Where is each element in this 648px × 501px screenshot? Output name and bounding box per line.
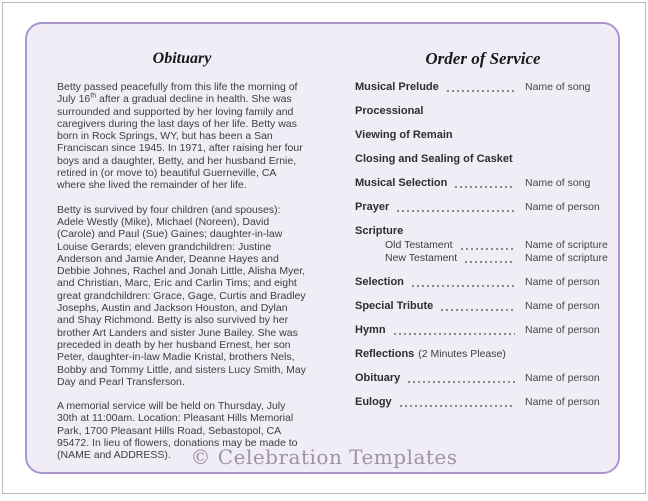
order-item-eulogy [355,396,611,409]
order-item-value: Name of person [525,372,600,384]
order-item-scripture [355,225,611,238]
order-item-value: Name of person [525,276,600,288]
obituary-column [57,50,307,474]
dotted-leader [408,381,515,383]
order-subitem-new-testament [355,252,611,265]
order-item-label: Processional [355,105,424,117]
order-item-label: Closing and Sealing of Casket [355,153,513,165]
obituary-paragraph-2: Betty is survived by four children (and spouses): Adele Westly (Mike), Michael (Noreen), David (Carole) and Paul (Sue) Gaines; daughter-in-law Louise Gerards; eleven grandchildren: Justine Anderson and Jamie Ander, Deanne Hayes and Debbie Johnes, Rachel and Jonah Little, Alisha Myer, and Christian, Marc, Eric and Carlin Tims; and eight great grandchildren: Grace, Gage, Curtis and Bradley Josephs, Austin and Jackson Houston, and Dylan and Shay Richmond. Betty is also survived by her brother Art Landers and sister June Bailey. She was preceded in death by her husband Ernest, her son Peter, daughter-in-law Madie Kristal, brothers Nels, Bobby and Tommy Little, and sisters Lucy Smith, May Day and Pearl Transferson. [57,203,306,388]
order-item-obituary [355,372,611,385]
order-item-label: Reflections [355,348,415,360]
dotted-leader [394,333,515,335]
order-item-label: Eulogy [355,396,392,408]
order-item-musical-selection [355,177,611,190]
order-item-label: Hymn [355,324,386,336]
order-item-prayer [355,201,611,214]
dotted-leader [465,261,515,263]
order-item-reflections [355,348,611,361]
order-item-value: Name of person [525,201,600,213]
obituary-title: Obituary [152,50,212,67]
order-item-special-tribute [355,300,611,313]
order-item-closing-casket [355,153,611,166]
dotted-leader [400,405,515,407]
order-item-label: Scripture [355,225,404,237]
order-item-value: Name of person [525,396,600,408]
order-subitem-label: Old Testament [385,239,453,251]
order-item-processional [355,105,611,118]
order-subitem-label: New Testament [385,252,458,264]
order-item-label: Musical Prelude [355,81,439,93]
dotted-leader [461,248,515,250]
obituary-p1-rest: after a gradual decline in health. She was surrounded and supported by her loving family and caregivers during the last days of her life. Betty was born in Rock Springs, WY, but has been a San Franciscan since 1945. In 1971, after raising her four boys and a daughter, Betty, and her husband Ernie, retired in (or move to) beautiful Guerneville, CA where she lived the remainder of her life. [57,93,303,192]
order-item-note: (2 Minutes Please) [418,348,506,360]
dotted-leader [397,210,515,212]
dotted-leader [447,90,515,92]
order-item-label: Selection [355,276,404,288]
obituary-p1-start: Betty passed peacefully from this life the morning of July 16 [57,81,298,106]
dotted-leader [455,186,515,188]
ordinal-superscript: th [90,92,97,100]
order-of-service-column [355,50,611,420]
order-item-scripture-block [355,225,611,265]
order-item-label: Obituary [355,372,401,384]
order-item-viewing-of-remain [355,129,611,142]
obituary-text [57,81,307,462]
order-item-hymn [355,324,611,337]
order-subitem-value: Name of scripture [525,239,608,251]
obituary-paragraph-3: A memorial service will be held on Thursday, July 30th at 11:00am. Location: Pleasant Hills Memorial Park, 1700 Pleasant Hills Road, Sebastopol, CA 95472. In lieu of flowers, donations may be made to (NAME and ADDRESS). [57,400,298,462]
order-item-label: Viewing of Remain [355,129,453,141]
watermark-text: © Celebration Templates [190,445,458,469]
dotted-leader [441,309,515,311]
order-subitem-old-testament [355,239,611,252]
order-item-label: Special Tribute [355,300,434,312]
order-item-value: Name of song [525,177,591,189]
obituary-paragraph-1 [57,81,307,192]
dotted-leader [412,285,515,287]
order-item-value: Name of person [525,300,600,312]
order-item-value: Name of person [525,324,600,336]
order-item-label: Musical Selection [355,177,448,189]
order-item-musical-prelude [355,81,611,94]
order-subitem-value: Name of scripture [525,252,608,264]
order-of-service-title: Order of Service [425,49,541,68]
order-item-selection [355,276,611,289]
order-item-value: Name of song [525,81,591,93]
order-item-label: Prayer [355,201,390,213]
